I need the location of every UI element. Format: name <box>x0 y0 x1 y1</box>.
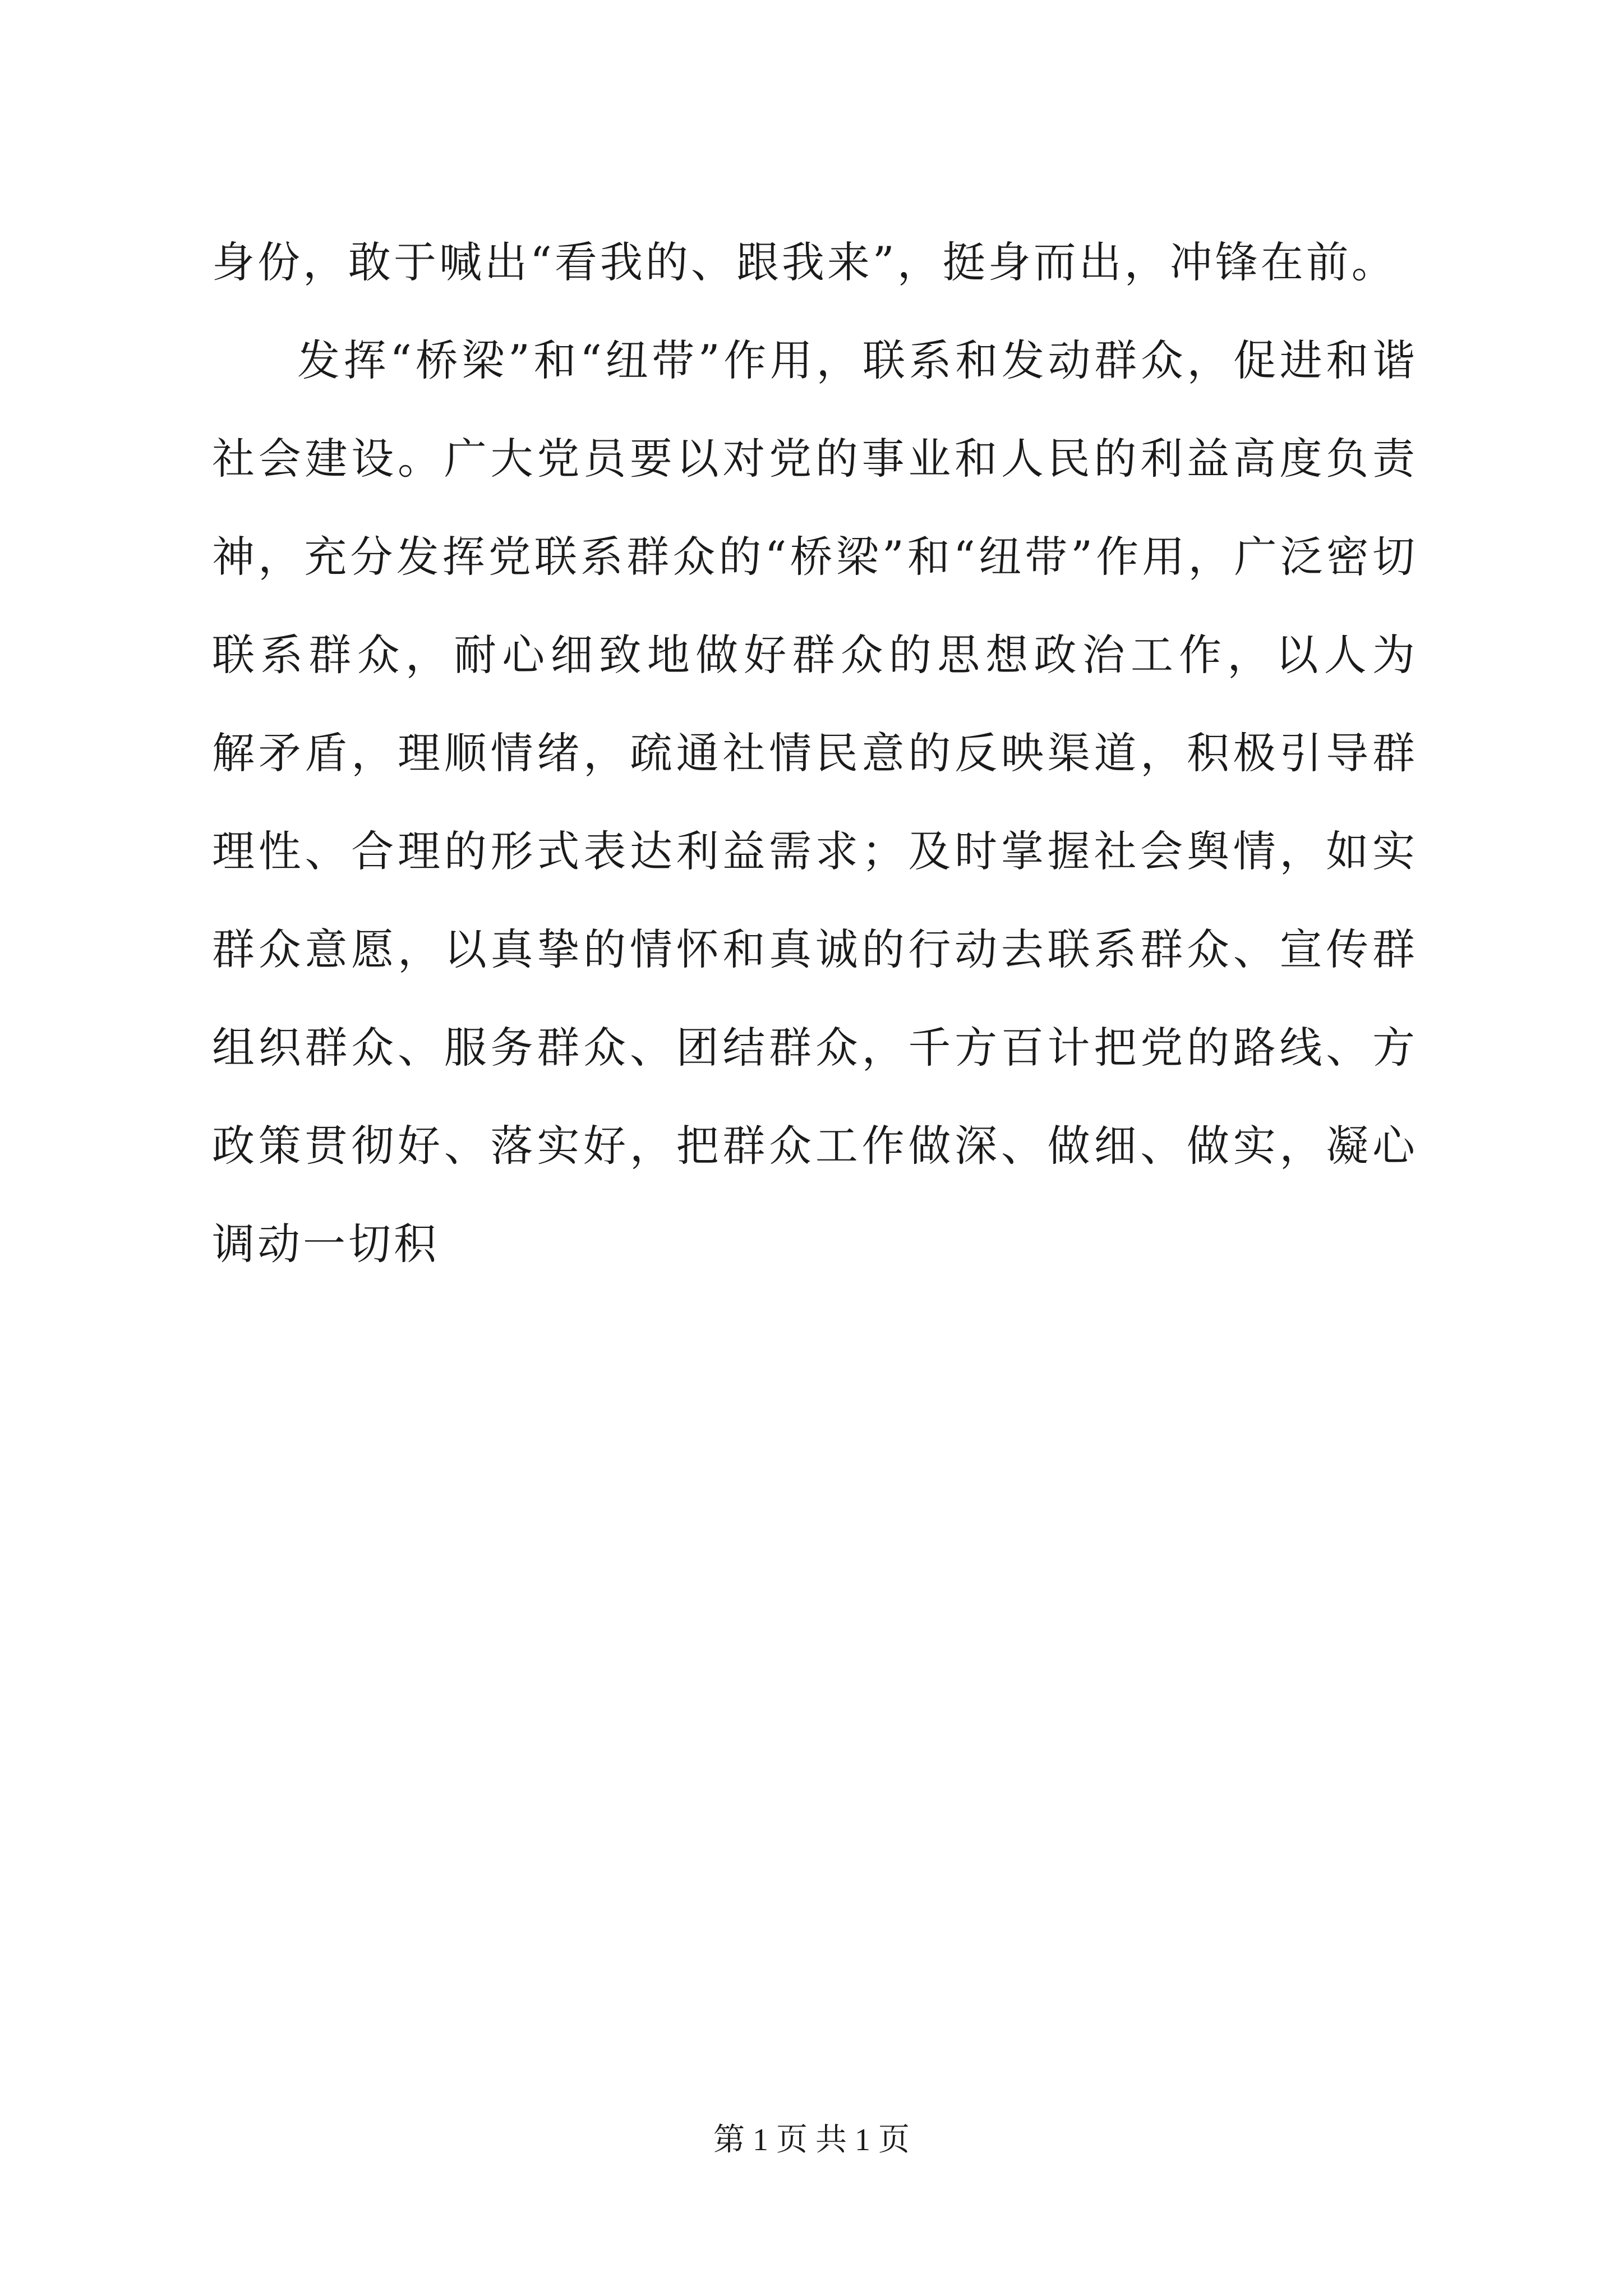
text-line: 理性、合理的形式表达利益需求；及时掌握社会舆情，如实 <box>212 826 1418 876</box>
text-line: 发挥“桥梁”和“纽带”作用，联系和发动群众，促进和谐 <box>297 335 1418 385</box>
text-line: 联系群众，耐心细致地做好群众的思想政治工作，以人为 <box>212 630 1418 680</box>
text-line: 群众意愿，以真挚的情怀和真诚的行动去联系群众、宣传群 <box>212 924 1418 974</box>
page-number-footer: 第 1 页 共 1 页 <box>713 2123 910 2157</box>
text-line: 调动一切积 <box>212 1219 439 1269</box>
text-line: 神，充分发挥党联系群众的“桥梁”和“纽带”作用，广泛密切 <box>212 532 1418 582</box>
text-line: 政策贯彻好、落实好，把群众工作做深、做细、做实，凝心 <box>212 1121 1418 1171</box>
text-line: 组织群众、服务群众、团结群众，千方百计把党的路线、方 <box>212 1023 1418 1073</box>
text-line: 身份，敢于喊出“看我的、跟我来”，挺身而出，冲锋在前。 <box>212 237 1397 287</box>
text-line: 解矛盾，理顺情绪，疏通社情民意的反映渠道，积极引导群 <box>212 728 1418 778</box>
body-text <box>212 213 1418 1293</box>
text-line: 社会建设。广大党员要以对党的事业和人民的利益高度负责 <box>212 434 1418 484</box>
